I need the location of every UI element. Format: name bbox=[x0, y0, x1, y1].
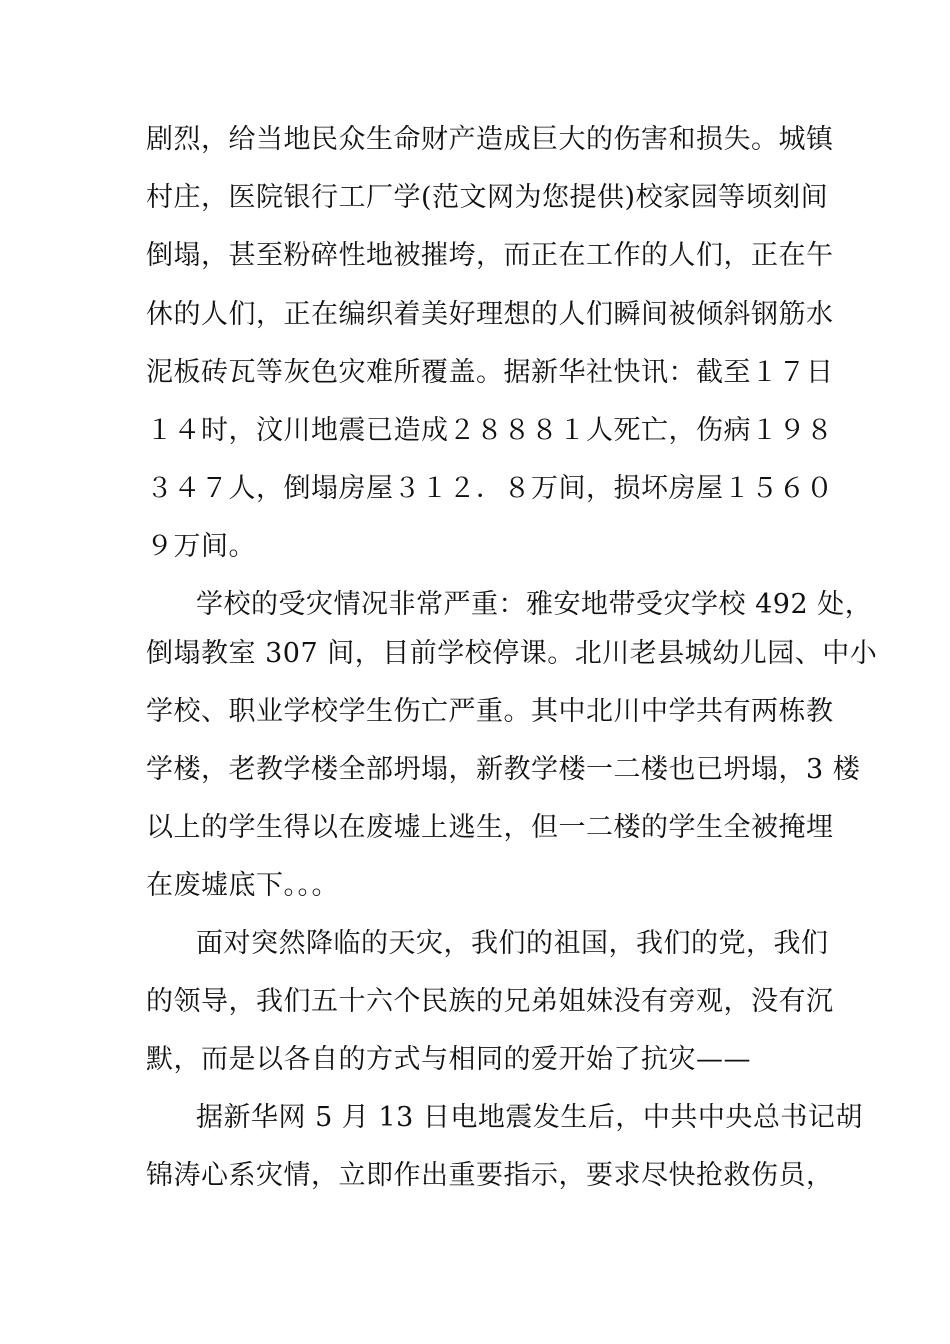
text-line: ９万间。 bbox=[146, 531, 256, 562]
paragraph-first-line: 面对突然降临的天灾，我们的祖国，我们的党，我们 bbox=[196, 928, 829, 959]
text-line: 的领导，我们五十六个民族的兄弟姐妹没有旁观，没有沉 bbox=[146, 986, 834, 1017]
paragraph-first-line: 据新华网 5 月 13 日电地震发生后，中共中央总书记胡 bbox=[196, 1102, 863, 1133]
text-line: 剧烈，给当地民众生命财产造成巨大的伤害和损失。城镇 bbox=[146, 124, 834, 155]
paragraph-first-line: 学校的受灾情况非常严重：雅安地带受灾学校 492 处， bbox=[196, 589, 873, 620]
text-line: 村庄，医院银行工厂学(范文网为您提供)校家园等顷刻间 bbox=[146, 182, 829, 213]
text-line: 倒塌教室 307 间，目前学校停课。北川老县城幼儿园、中小 bbox=[146, 638, 878, 669]
text-line: 在废墟底下。。。 bbox=[146, 870, 339, 901]
text-line: １４时，汶川地震已造成２８８８１人死亡，伤病１９８ bbox=[146, 415, 834, 446]
text-line: ３４７人，倒塌房屋３１２．８万间，损坏房屋１５６０ bbox=[146, 473, 834, 504]
text-line: 休的人们，正在编织着美好理想的人们瞬间被倾斜钢筋水 bbox=[146, 299, 834, 330]
text-line: 锦涛心系灾情，立即作出重要指示，要求尽快抢救伤员， bbox=[146, 1160, 834, 1191]
text-line: 泥板砖瓦等灰色灾难所覆盖。据新华社快讯：截至１７日 bbox=[146, 357, 834, 388]
text-line: 学校、职业学校学生伤亡严重。其中北川中学共有两栋教 bbox=[146, 696, 834, 727]
text-line: 倒塌，甚至粉碎性地被摧垮，而正在工作的人们，正在午 bbox=[146, 240, 834, 271]
text-line: 以上的学生得以在废墟上逃生，但一二楼的学生全被掩埋 bbox=[146, 812, 834, 843]
text-line: 默，而是以各自的方式与相同的爱开始了抗灾—— bbox=[146, 1044, 751, 1075]
text-line: 学楼，老教学楼全部坍塌，新教学楼一二楼也已坍塌，3 楼 bbox=[146, 754, 861, 785]
